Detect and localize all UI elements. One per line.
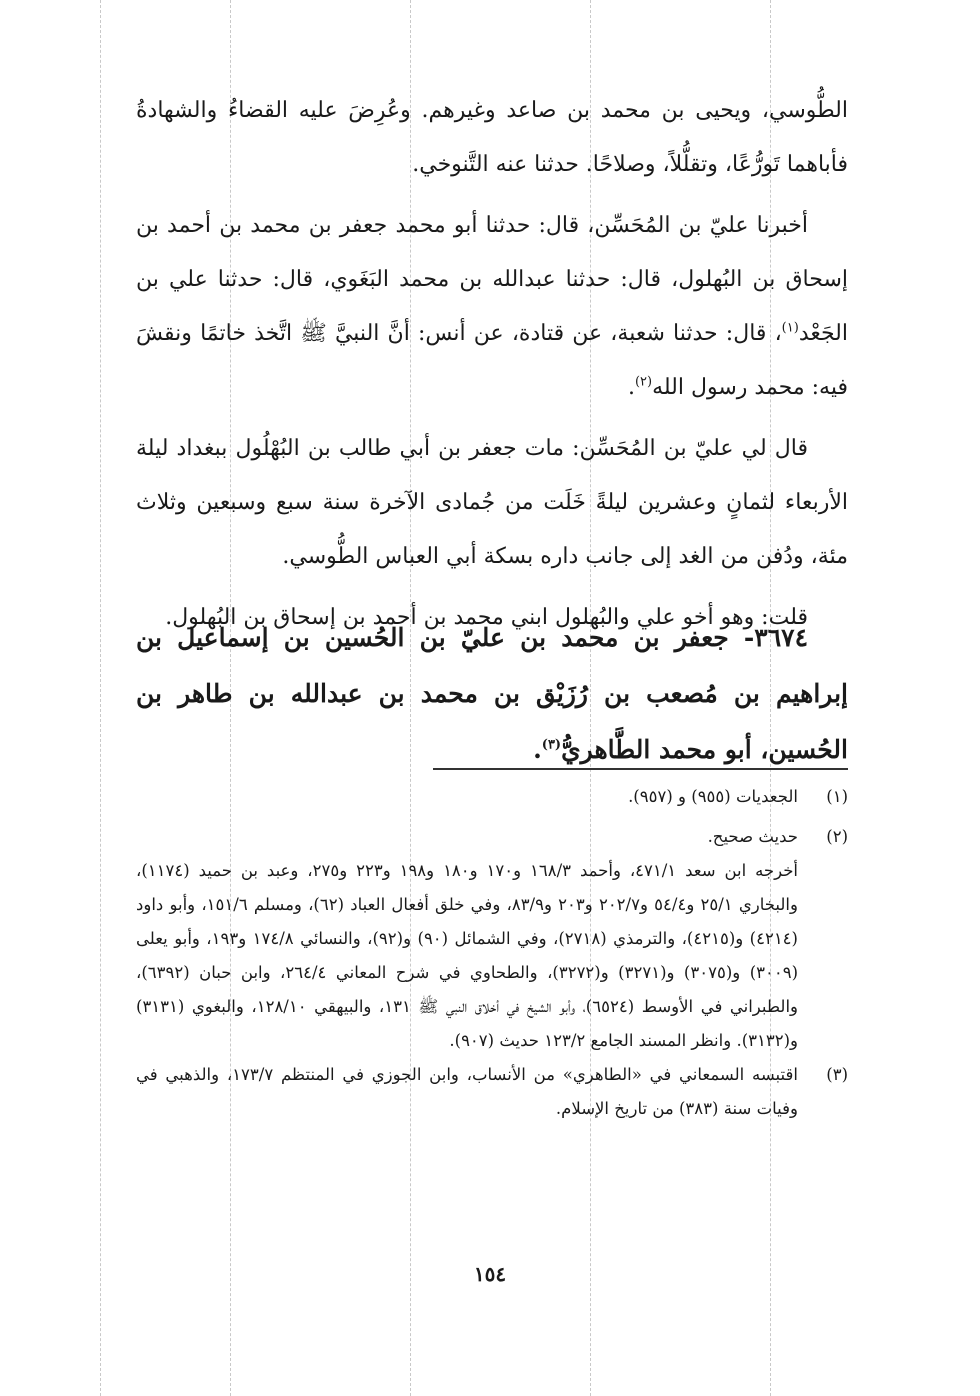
main-text [136,84,848,652]
footnote-number: (٢) [826,827,848,846]
page-number: ١٥٤ [473,1262,507,1286]
footnote-ref: (٢) [634,374,653,390]
footnote-ref: (١) [781,320,799,336]
footnotes [136,780,848,1132]
paragraph: قلت: وهو أخو علي والبُهلول ابني محمد بن أحمد بن إسحاق بن البُهلول. [165,605,808,630]
footnote-text: الجعديات (٩٥٥) و (٩٥٧). [628,787,798,806]
footnote-text: اقتبسه السمعاني في «الطاهري» من الأنساب، وابن الجوزي في المنتظم ١٧٣/٧، والذهبي في وفيات سنة (٣٨٣) من تاريخ الإسلام. [136,1065,798,1118]
footnote [136,780,848,814]
footnote [136,1058,848,1126]
scan-guide-line [100,0,101,1396]
footnote [136,820,848,854]
footnote-ref: (٣) [541,737,562,753]
footnote-text: حديث صحيح. [707,827,798,846]
footnote-number: (٣) [826,1065,848,1084]
paragraph: قال لي عليّ بن المُحَسِّن: مات جعفر بن أبي طالب بن البُهْلُول ببغداد ليلة الأربعاء لثمانٍ وعشرين ليلةً خَلَت من جُمادى الآخرة سنة سبع وسبعين وثلاث مئة، ودُفن من الغد إلى جانب داره بسكة أبي العباس الطُّوسي. [136,436,849,569]
paragraph: أخبرنا عليّ بن المُحَسِّن، قال: حدثنا أبو محمد جعفر بن محمد بن أحمد بن إسحاق بن البُهلول، قال: حدثنا عبدالله بن محمد البَغَوي، قال: حدثنا علي بن الجَعْد$^{(١)}$، قال: حدثنا شعبة، عن قتادة، عن أنس: أنَّ النبيَّ ﷺ اتَّخذ خاتمًا ونقشَ فيه: محمد رسول الله$^{(٢)}$. [136,213,848,400]
footnote-detail: أخرجه ابن سعد ٤٧١/١، وأحمد ١٦٨/٣ و١٧٠ و١٨٠ و١٩٨ و٢٢٣ و٢٧٥، وعبد بن حميد (١١٧٤)، والبخاري ٢٥/١ و٥٤/٤ و٢٠٢/٧ و٢٠٣ و٨٣/٩، وفي خلق أفعال العباد (٦٢)، ومسلم ١٥١/٦، وأبو داود (٤٢١٤) و(٤٢١٥)، والترمذي (٢٧١٨)، وفي الشمائل (٩٠) و(٩٢)، والنسائي ١٧٤/٨ و١٩٣، وأبو يعلى (٣٠٠٩) و(٣٠٧٥) و(٣٢٧١) و(٣٢٧٢)، والطحاوي في شرح المعاني ٢٦٤/٤، وابن حبان (٦٣٩٢)، والطبراني في الأوسط (٦٥٢٤)، وأبو الشيخ في أخلاق النبي ﷺ ١٣١، والبيهقي ١٢٨/١٠، والبغوي (٣١٣١) و(٣١٣٢). وانظر المسند الجامع ١٢٣/٢ حديث (٩٠٧). [136,861,799,1050]
footnote-number: (١) [826,787,848,806]
entry-heading: ٣٦٧٤- جعفر بن محمد بن عليّ بن الحُسين بن إسماعيل بن إبراهيم بن مُصعب بن رُزَيْق بن محمد بن عبدالله بن طاهر بن الحُسين، أبو محمد الطَّاهريُّ$^{(٣)}$. [136,623,848,764]
footnote-separator [433,768,848,770]
paragraph: الطُّوسي، ويحيى بن محمد بن صاعد وغيرهم. وعُرِضَ عليه القضاءُ والشهادةُ فأباهما تَورُّعًا، وتقلُّلاً، وصلاحًا. حدثنا عنه التَّنوخي. [136,98,848,177]
